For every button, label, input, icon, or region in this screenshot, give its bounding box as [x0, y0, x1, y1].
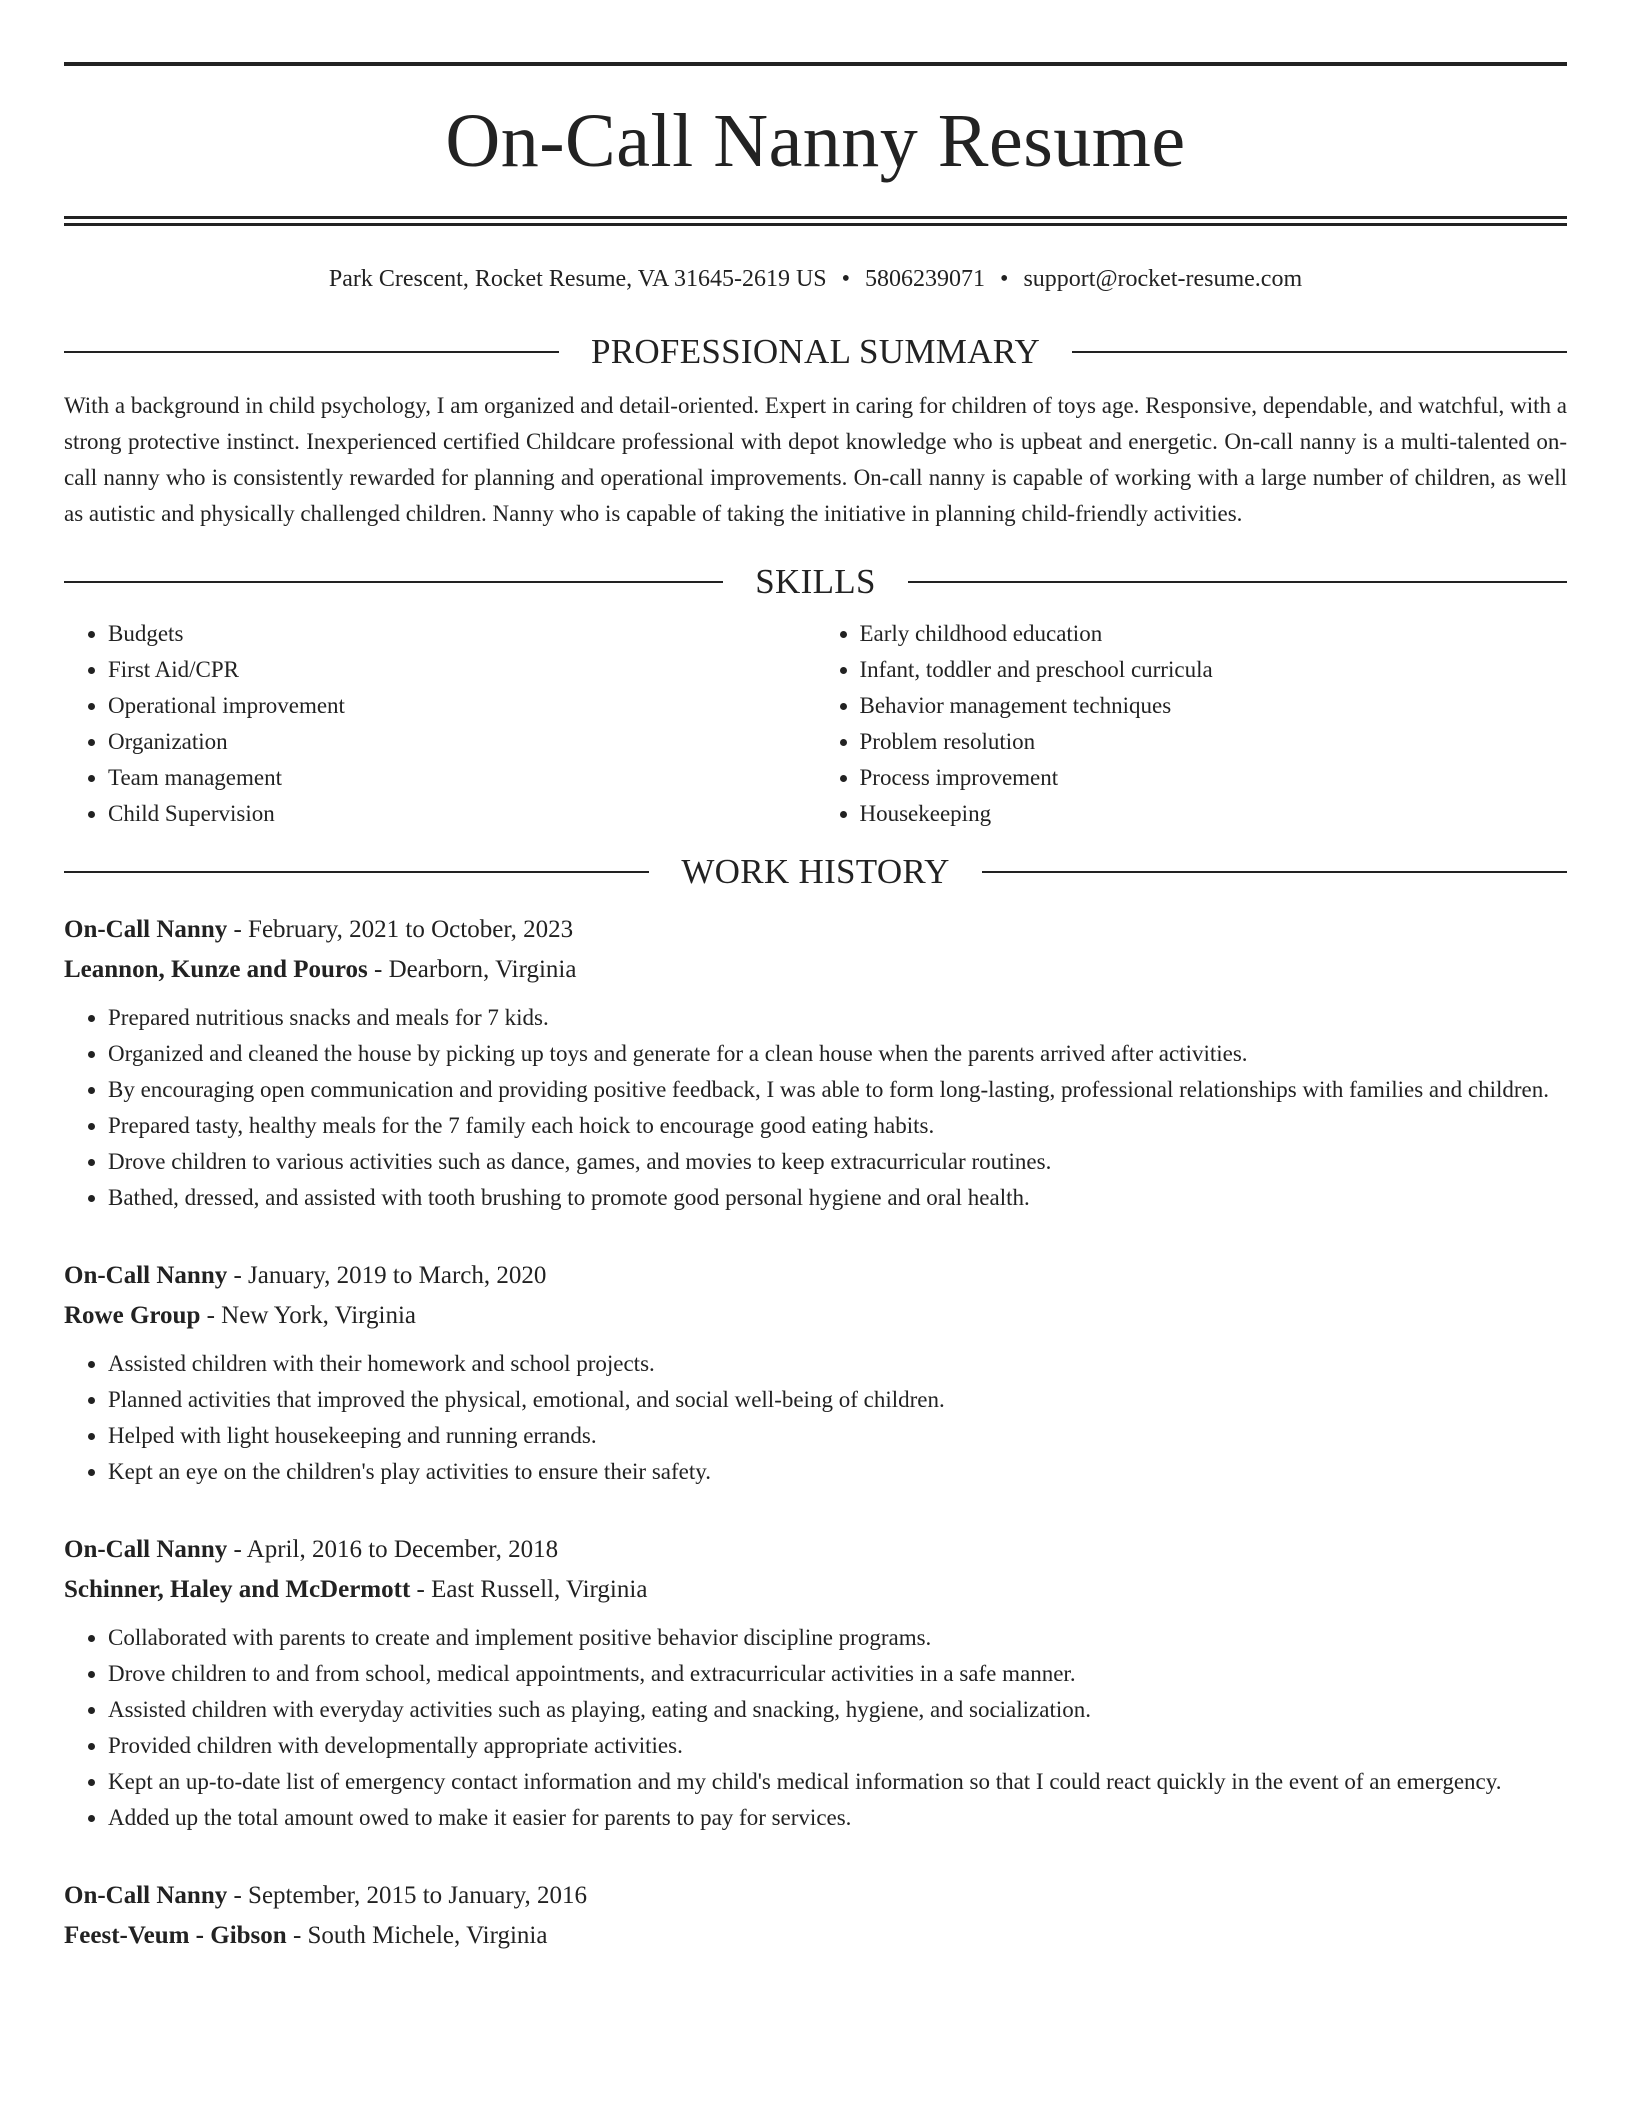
job-duty: • Prepared tasty, healthy meals for the 7 family each hoick to encourage good eating habits.	[108, 1108, 1567, 1144]
top-rule	[64, 62, 1567, 66]
heading-rule-right	[908, 581, 1567, 583]
skill-item: • Problem resolution	[860, 724, 1568, 760]
job-duties	[64, 1000, 1567, 1216]
job-title: On-Call Nanny	[64, 1536, 228, 1563]
job-duty: • Planned activities that improved the physical, emotional, and social well-being of children.	[108, 1382, 1567, 1418]
skill-item: • Infant, toddler and preschool curricula	[860, 652, 1568, 688]
contact-separator: •	[1000, 266, 1009, 292]
job-location: - South Michele, Virginia	[286, 1922, 548, 1949]
job-duty: • Assisted children with everyday activities such as playing, eating and snacking, hygiene, and socialization.	[108, 1692, 1567, 1728]
job-duty: • Organized and cleaned the house by picking up toys and generate for a clean house when the parents arrived after activities.	[108, 1036, 1567, 1072]
job-duties	[64, 1620, 1567, 1836]
job-title-line	[64, 910, 1567, 950]
page-title: On-Call Nanny Resume	[445, 99, 1186, 183]
heading-rule-left	[64, 581, 723, 583]
contact-line	[64, 264, 1567, 294]
heading-rule-right	[1072, 351, 1567, 353]
job-title: On-Call Nanny	[64, 1262, 228, 1289]
skill-item: • First Aid/CPR	[108, 652, 816, 688]
job-entry	[64, 910, 1567, 1216]
job-duty: • Collaborated with parents to create and implement positive behavior discipline programs.	[108, 1620, 1567, 1656]
work-history-heading	[64, 852, 1567, 892]
title-double-rule	[64, 216, 1567, 226]
skill-item: • Child Supervision	[108, 796, 816, 832]
job-title-line	[64, 1256, 1567, 1296]
skill-item: • Organization	[108, 724, 816, 760]
job-company-line	[64, 1916, 1567, 1956]
contact-phone: 5806239071	[865, 266, 986, 292]
skills-list	[64, 616, 1567, 832]
skills-heading-label: SKILLS	[755, 562, 876, 601]
job-location: - Dearborn, Virginia	[367, 956, 577, 983]
skill-item: • Early childhood education	[860, 616, 1568, 652]
summary-text: With a background in child psychology, I am organized and detail-oriented. Expert in caring for children of toys age. Responsive, dependable, and watchful, with a strong protective instinct. Inexperienced certified Childcare professional with depot knowledge who is upbeat and energetic. On-call nanny is a multi-talented on-call nanny who is consistently rewarded for planning and operational improvements. On-call nanny is capable of working with a large number of children, as well as autistic and physically challenged children. Nanny who is capable of taking the initiative in planning child-friendly activities.	[64, 393, 1567, 526]
skill-item: • Process improvement	[860, 760, 1568, 796]
job-duty: • Drove children to various activities such as dance, games, and movies to keep extracurricular routines.	[108, 1144, 1567, 1180]
skills-heading	[64, 562, 1567, 602]
job-dates: - April, 2016 to December, 2018	[227, 1536, 559, 1563]
job-duty: • By encouraging open communication and providing positive feedback, I was able to form long-lasting, professional relationships with families and children.	[108, 1072, 1567, 1108]
job-company: Feest-Veum - Gibson	[64, 1922, 287, 1949]
job-duties	[64, 1346, 1567, 1490]
job-dates: - February, 2021 to October, 2023	[227, 916, 574, 943]
job-entry	[64, 1256, 1567, 1490]
skill-item: • Team management	[108, 760, 816, 796]
job-duty: • Kept an eye on the children's play activities to ensure their safety.	[108, 1454, 1567, 1490]
skill-item: • Operational improvement	[108, 688, 816, 724]
resume-page	[64, 62, 1567, 1978]
skills-column-left	[64, 616, 816, 832]
heading-rule-left	[64, 871, 649, 873]
job-title: On-Call Nanny	[64, 1882, 228, 1909]
job-company: Rowe Group	[64, 1302, 201, 1329]
job-duty: • Added up the total amount owed to make it easier for parents to pay for services.	[108, 1800, 1567, 1836]
skill-item: • Behavior management techniques	[860, 688, 1568, 724]
skill-item: • Housekeeping	[860, 796, 1568, 832]
work-history-heading-label: WORK HISTORY	[681, 852, 950, 891]
job-location: - New York, Virginia	[200, 1302, 416, 1329]
job-title-line	[64, 1530, 1567, 1570]
contact-email[interactable]: support@rocket-resume.com	[1023, 266, 1303, 292]
job-duty: • Helped with light housekeeping and running errands.	[108, 1418, 1567, 1454]
job-dates: - January, 2019 to March, 2020	[227, 1262, 547, 1289]
contact-address: Park Crescent, Rocket Resume, VA 31645-2619 US	[328, 266, 827, 292]
heading-rule-left	[64, 351, 559, 353]
job-duty: • Prepared nutritious snacks and meals for 7 kids.	[108, 1000, 1567, 1036]
job-duty: • Bathed, dressed, and assisted with tooth brushing to promote good personal hygiene and oral health.	[108, 1180, 1567, 1216]
job-entry	[64, 1530, 1567, 1836]
skill-item: • Budgets	[108, 616, 816, 652]
job-duty: • Drove children to and from school, medical appointments, and extracurricular activities in a safe manner.	[108, 1656, 1567, 1692]
job-duty: • Assisted children with their homework and school projects.	[108, 1346, 1567, 1382]
job-company: Schinner, Haley and McDermott	[64, 1576, 411, 1603]
summary-heading	[64, 332, 1567, 372]
job-location: - East Russell, Virginia	[410, 1576, 648, 1603]
job-entry	[64, 1876, 1567, 1956]
job-dates: - September, 2015 to January, 2016	[227, 1882, 588, 1909]
job-company-line	[64, 1570, 1567, 1610]
skills-column-right	[816, 616, 1568, 832]
summary-heading-label: PROFESSIONAL SUMMARY	[590, 332, 1041, 371]
job-company-line	[64, 950, 1567, 990]
job-title-line	[64, 1876, 1567, 1916]
job-duty: • Kept an up-to-date list of emergency contact information and my child's medical information so that I could react quickly in the event of an emergency.	[108, 1764, 1567, 1800]
job-company-line	[64, 1296, 1567, 1336]
job-title: On-Call Nanny	[64, 916, 228, 943]
job-duty: • Provided children with developmentally appropriate activities.	[108, 1728, 1567, 1764]
heading-rule-right	[982, 871, 1567, 873]
contact-separator: •	[841, 266, 851, 292]
job-company: Leannon, Kunze and Pouros	[64, 956, 368, 983]
